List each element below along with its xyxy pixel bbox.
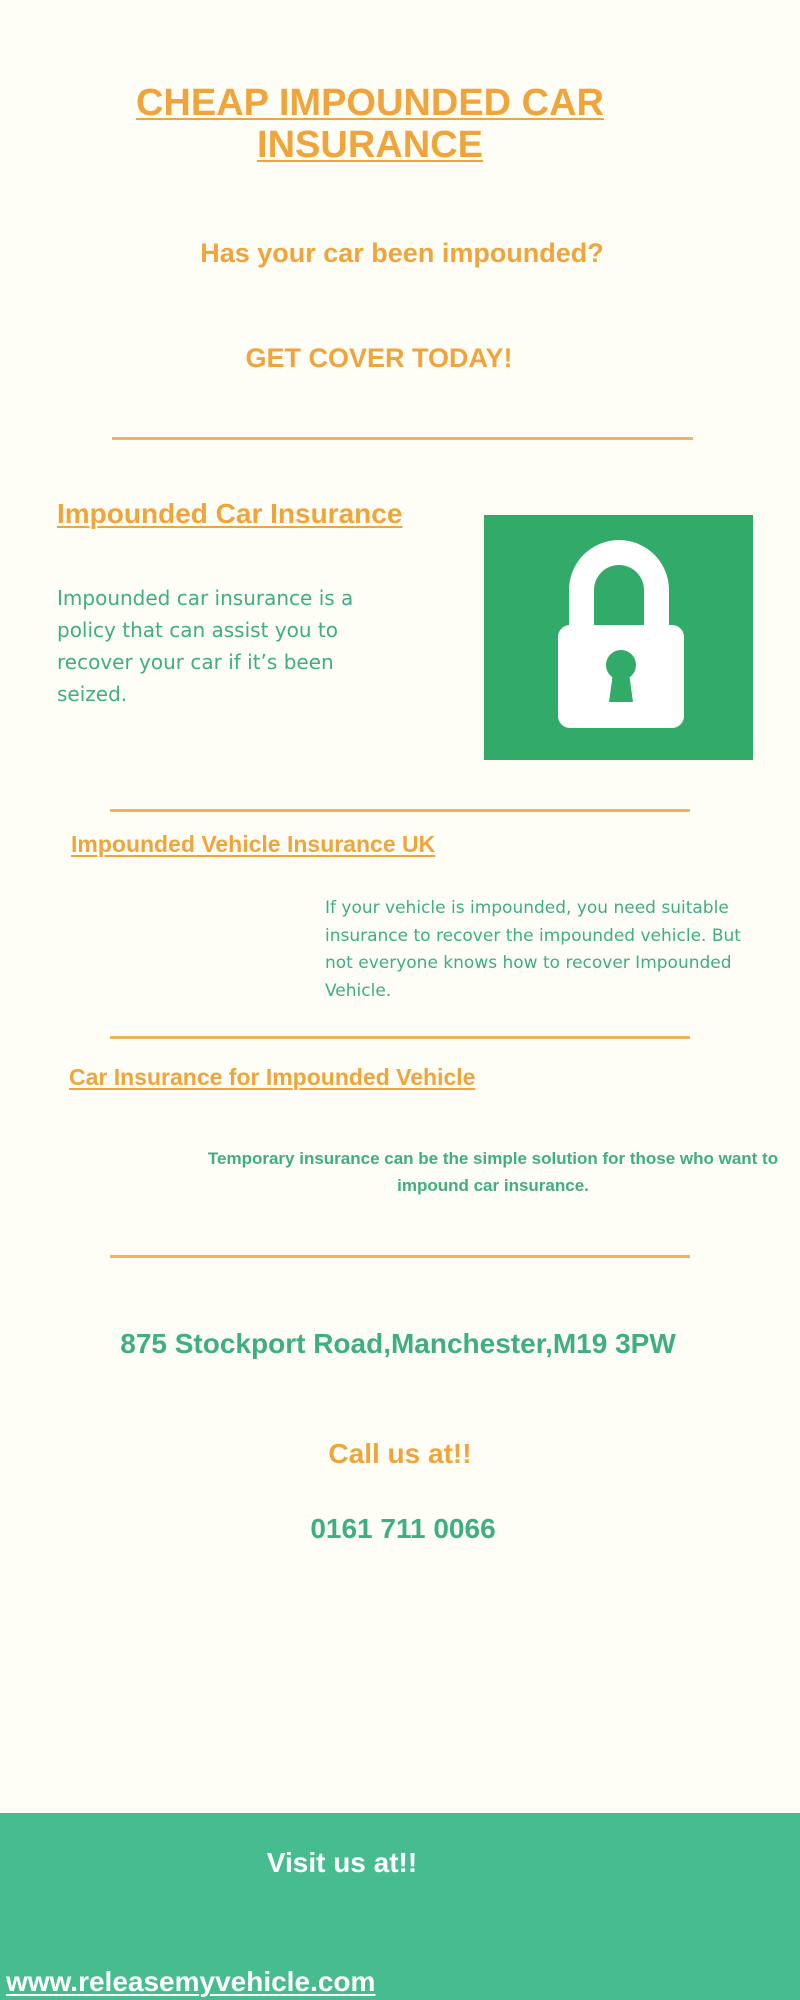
section-body: If your vehicle is impounded, you need suitable insurance to recover the impounded vehicle. But not everyone knows how to recover Impounded Vehicle. xyxy=(325,898,741,1001)
padlock-icon-box xyxy=(484,515,753,760)
section-heading: Impounded Vehicle Insurance UK xyxy=(71,831,436,857)
padlock-icon xyxy=(484,515,753,760)
divider xyxy=(110,809,690,812)
headline-question: Has your car been impounded? xyxy=(200,238,604,268)
address: 875 Stockport Road,Manchester,M19 3PW xyxy=(120,1328,676,1359)
visit-label: Visit us at!! xyxy=(266,1847,418,1878)
cta-text: GET COVER TODAY! xyxy=(245,343,513,373)
page-title: CHEAP IMPOUNDED CAR INSURANCE xyxy=(135,82,604,166)
divider xyxy=(110,1036,690,1039)
section-body: Temporary insurance can be the simple solution for those who want to impound car insurance. xyxy=(207,1149,779,1195)
call-label: Call us at!! xyxy=(328,1438,472,1469)
phone-number[interactable]: 0161 711 0066 xyxy=(310,1513,496,1544)
website-link[interactable]: www.releasemyvehicle.com xyxy=(6,1966,376,1997)
section-body: Impounded car insurance is a policy that can assist you to recover your car if it’s been seized. xyxy=(57,586,354,706)
footer xyxy=(0,1813,800,2000)
section-heading: Impounded Car Insurance xyxy=(57,498,403,529)
divider xyxy=(112,437,693,440)
divider xyxy=(110,1255,690,1258)
section-heading: Car Insurance for Impounded Vehicle xyxy=(69,1064,476,1090)
